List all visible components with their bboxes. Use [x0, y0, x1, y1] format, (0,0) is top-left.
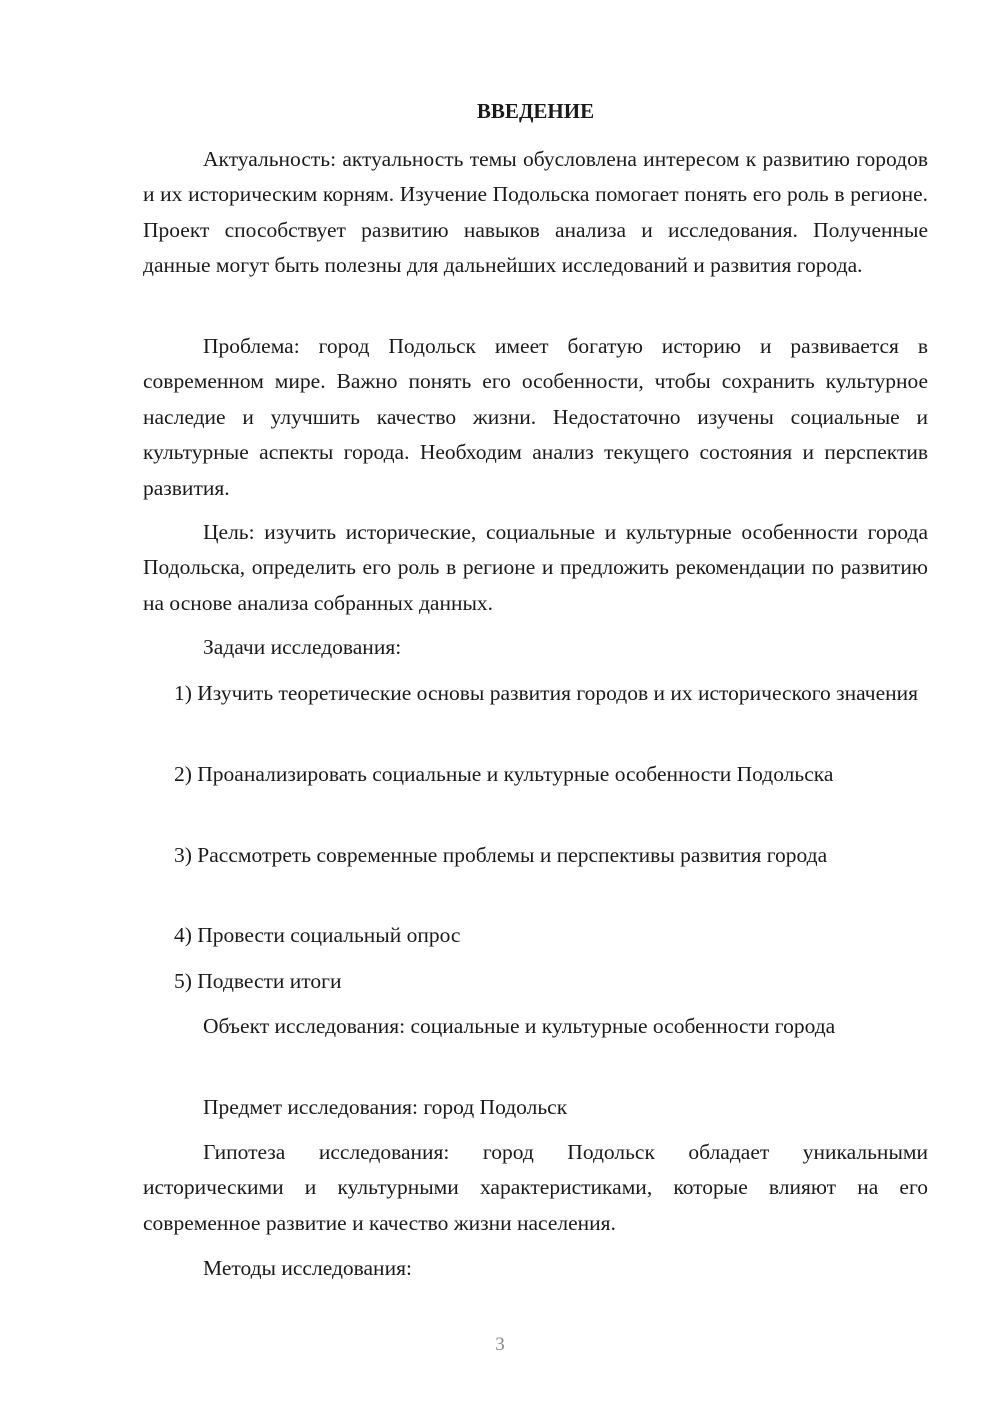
- task-item-1: 1) Изучить теоретические основы развития городов и их исторического значения: [174, 681, 919, 705]
- task-item-2: 2) Проанализировать социальные и культурные особенности Подольска: [174, 762, 834, 786]
- hypothesis-paragraph: Гипотеза исследования: город Подольск обладает уникальными историческими и культурными характеристиками, которые влияют на его современное развитие и качество жизни населения.: [143, 1140, 928, 1235]
- relevance-paragraph: Актуальность: актуальность темы обусловлена интересом к развитию городов и их историческим корням. Изучение Подольска помогает понять его роль в регионе. Проект способствует развитию навыков анализа и исследования. Полученные данные могут быть полезны для дальнейших исследований и развития города.: [143, 147, 928, 278]
- tasks-heading: Задачи исследования:: [203, 635, 402, 659]
- methods-heading: Методы исследования:: [203, 1256, 412, 1280]
- task-item-3: 3) Рассмотреть современные проблемы и перспективы развития города: [174, 843, 828, 867]
- task-item-4: 4) Провести социальный опрос: [174, 923, 461, 947]
- task-item-5: 5) Подвести итоги: [174, 969, 342, 993]
- goal-paragraph: Цель: изучить исторические, социальные и культурные особенности города Подольска, определить его роль в регионе и предложить рекомендации по развитию на основе анализа собранных данных.: [143, 520, 928, 615]
- section-title: ВВЕДЕНИЕ: [476, 99, 595, 123]
- document-page: [143, 0, 928, 1414]
- object-paragraph: Объект исследования: социальные и культурные особенности города: [203, 1014, 836, 1038]
- subject-paragraph: Предмет исследования: город Подольск: [203, 1095, 568, 1119]
- problem-paragraph: Проблема: город Подольск имеет богатую историю и развивается в современном мире. Важно понять его особенности, чтобы сохранить культурное наследие и улучшить качество жизни. Недостаточно изучены социальные и культурные аспекты города. Необходим анализ текущего состояния и перспектив развития.: [143, 334, 928, 500]
- page-number: 3: [495, 1334, 505, 1355]
